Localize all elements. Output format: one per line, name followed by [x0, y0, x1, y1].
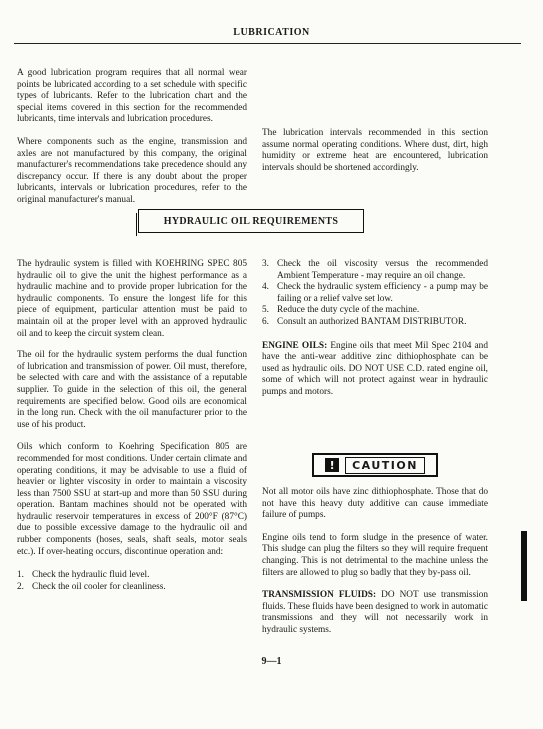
intro-paragraph-1: A good lubrication program requires that all normal wear points be lubricated according to a set schedule with specific types of lubricants. Refer to the lubrication chart and the special items covered in this section for the recommended lubricants, time intervals and lubrication procedures.: [17, 68, 247, 125]
transmission-fluids-text: DO NOT use transmission fluids. These fluids have been designed to work in automatic transmissions and they will not necessarily work in hydraulic systems.: [262, 590, 489, 635]
intro-intervals-paragraph: The lubrication intervals recommended in this section assume normal operating conditions. Where dust, dirt, high humidity or extreme heat are encountered, lubrication intervals should be shortened accordingly.: [262, 128, 488, 173]
lower-right-column: [262, 487, 488, 637]
warning-icon: !: [325, 458, 339, 472]
hydraulic-left-column: [17, 259, 247, 593]
section-tab-marker: [521, 531, 527, 601]
list-item: [262, 282, 488, 305]
engine-oils-label: ENGINE OILS:: [262, 340, 328, 351]
list-item: [262, 259, 488, 282]
transmission-fluids-paragraph: [262, 590, 488, 636]
step-text: Check the oil viscosity versus the recommended Ambient Temperature - may require an oil change.: [277, 259, 488, 281]
overheat-steps-list-part2: [262, 259, 488, 329]
step-text: Reduce the duty cycle of the machine.: [277, 305, 420, 316]
engine-oils-paragraph: [262, 341, 488, 399]
page-number: 9—1: [261, 656, 282, 667]
step-text: Check the hydraulic fluid level.: [32, 570, 150, 581]
caution-banner: [312, 453, 438, 477]
hydraulic-right-column: [262, 259, 488, 399]
list-item: [262, 317, 488, 329]
caution-text: Not all motor oils have zinc dithiophosphate. Those that do not have this heavy duty additive can cause immediate failure of pumps.: [262, 487, 488, 521]
section-title-box: [138, 209, 364, 233]
sludge-paragraph: Engine oils tend to form sludge in the presence of water. This sludge can plug the filters so they will require frequent changing. This is not detrimental to the machine unless the filters are allowed to plug so badly that they by-pass oil.: [262, 532, 488, 578]
koehring-spec-paragraph: Oils which conform to Koehring Specification 805 are recommended for most conditions. Under certain climate and operating conditions, it may be advisable to use a fluid of heavier or lighter viscosity in order to maintain a viscosity less than 7500 SSU at start-up and more than 50 SSU during operation. Bantam machines should not be operated with hydraulic reservoir temperatures in excess of 200°F (87°C) due to possible excessive damage to the hydraulic oil and rubber components (hoses, seals, shaft seals, motor seals etc.). If over-heating occurs, discontinue operation and:: [17, 442, 247, 557]
step-text: Check the oil cooler for cleanliness.: [32, 581, 166, 592]
overheat-steps-list-part1: [17, 570, 247, 593]
page-header-title: LUBRICATION: [233, 27, 310, 38]
list-item: [262, 305, 488, 317]
step-number: 5.: [262, 305, 269, 316]
step-text: Check the hydraulic system efficiency - a pump may be failing or a relief valve set low.: [277, 282, 488, 304]
section-title: HYDRAULIC OIL REQUIREMENTS: [163, 215, 339, 227]
step-number: 3.: [262, 259, 269, 269]
step-number: 2.: [17, 581, 24, 592]
step-number: 1.: [17, 570, 24, 581]
step-text: Consult an authorized BANTAM DISTRIBUTOR.: [277, 316, 467, 327]
engine-oils-text: Engine oils that meet Mil Spec 2104 and have the anti-wear additive zinc dithiophosphate can be used as hydraulic oils. DO NOT USE C.D. rated engine oil, some of which will not protect against wear in hydraulic pumps and motors.: [262, 340, 488, 397]
list-item: [17, 582, 247, 594]
intro-paragraph-2: Where components such as the engine, transmission and axles are not manufactured by this company, the original manufacturer's recommendations take precedence should any discrepancy occur. If there is any doubt about the proper lubricants, intervals or lubrication procedures, refer to the original manufacturer's manual.: [17, 136, 247, 205]
list-item: [17, 570, 247, 582]
transmission-fluids-label: TRANSMISSION FLUIDS:: [262, 590, 377, 601]
caution-label: CAUTION: [345, 457, 425, 474]
intro-left-column: [17, 68, 247, 207]
step-number: 4.: [262, 282, 269, 293]
step-number: 6.: [262, 316, 269, 327]
header-rule: [14, 43, 521, 44]
hydraulic-system-paragraph: The hydraulic system is filled with KOEHRING SPEC 805 hydraulic oil to give the unit the highest performance as a hydraulic machine and to provide proper lubrication for the hydraulic components. To ensure the longest life for this piece of equipment, particular attention must be paid to maintain oil at the proper level with an approved hydraulic oil and to keep the circuit system clean.: [17, 259, 247, 339]
oil-function-paragraph: The oil for the hydraulic system performs the dual function of lubrication and transmission of power. Oil must, therefore, be selected with care and with the assistance of a reputable supplier. To guide in the selection of this oil, the general requirements are specified below. Good oils are economical in the long run. Check with the oil manufacturer prior to the use of his product.: [17, 350, 247, 430]
